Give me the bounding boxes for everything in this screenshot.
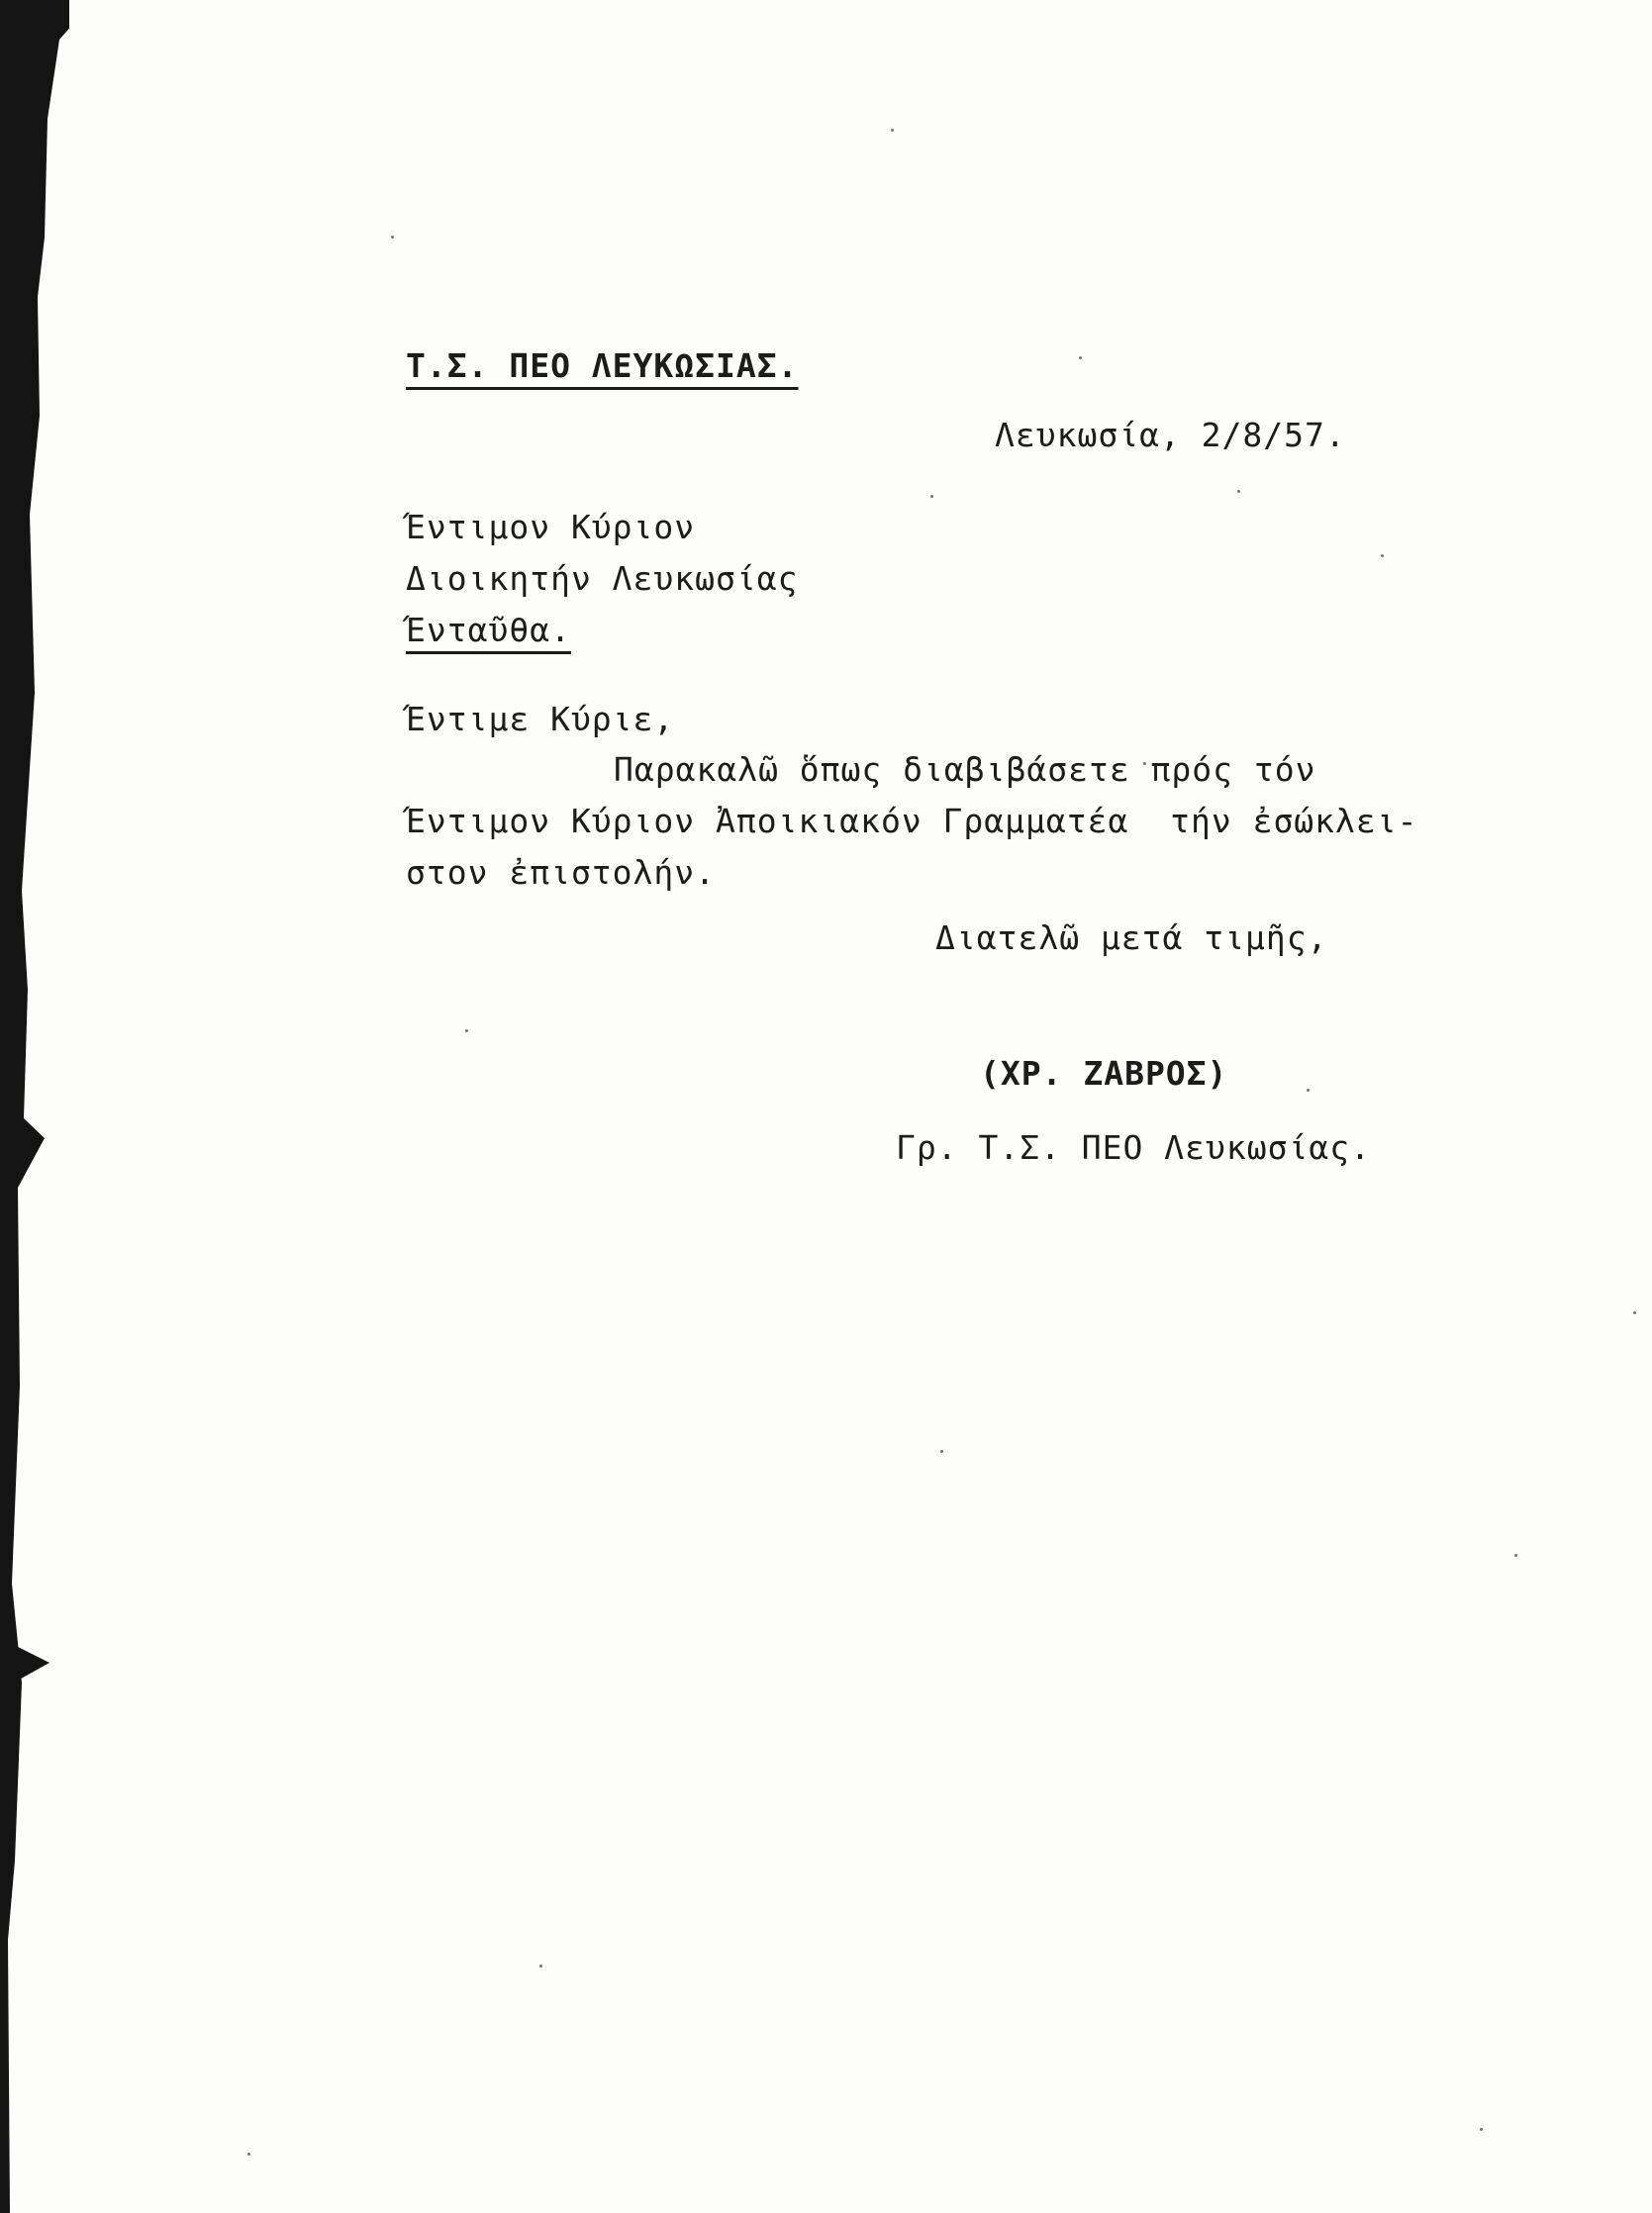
scan-dark-edge bbox=[0, 0, 69, 2213]
salutation: Έντιμε Κύριε, bbox=[406, 700, 675, 738]
letterhead: Τ.Σ. ΠΕΟ ΛΕΥΚΩΣΙΑΣ. bbox=[406, 346, 799, 385]
closing: Διατελῶ μετά τιμῆς, bbox=[935, 918, 1328, 957]
signature-title: Γρ. Τ.Σ. ΠΕΟ Λευκωσίας. bbox=[896, 1128, 1371, 1167]
recipient-line-1: Έντιμον Κύριον bbox=[406, 508, 696, 546]
body-line-3: στον ἐπιστολήν. bbox=[406, 853, 717, 892]
recipient-line-3: Ένταῦθα. bbox=[406, 611, 571, 649]
signature-name: (ΧΡ. ΖΑΒΡΟΣ) bbox=[980, 1054, 1228, 1093]
place-date: Λευκωσία, 2/8/57. bbox=[995, 416, 1346, 454]
body-line-1: Παρακαλῶ ὅπως διαβιβάσετε πρός τόν bbox=[614, 750, 1316, 789]
recipient-line-2: Διοικητήν Λευκωσίας bbox=[406, 559, 799, 598]
body-line-2: Έντιμον Κύριον Ἀποικιακόν Γραμματέα τήν ἐσώκλει- bbox=[406, 802, 1418, 840]
